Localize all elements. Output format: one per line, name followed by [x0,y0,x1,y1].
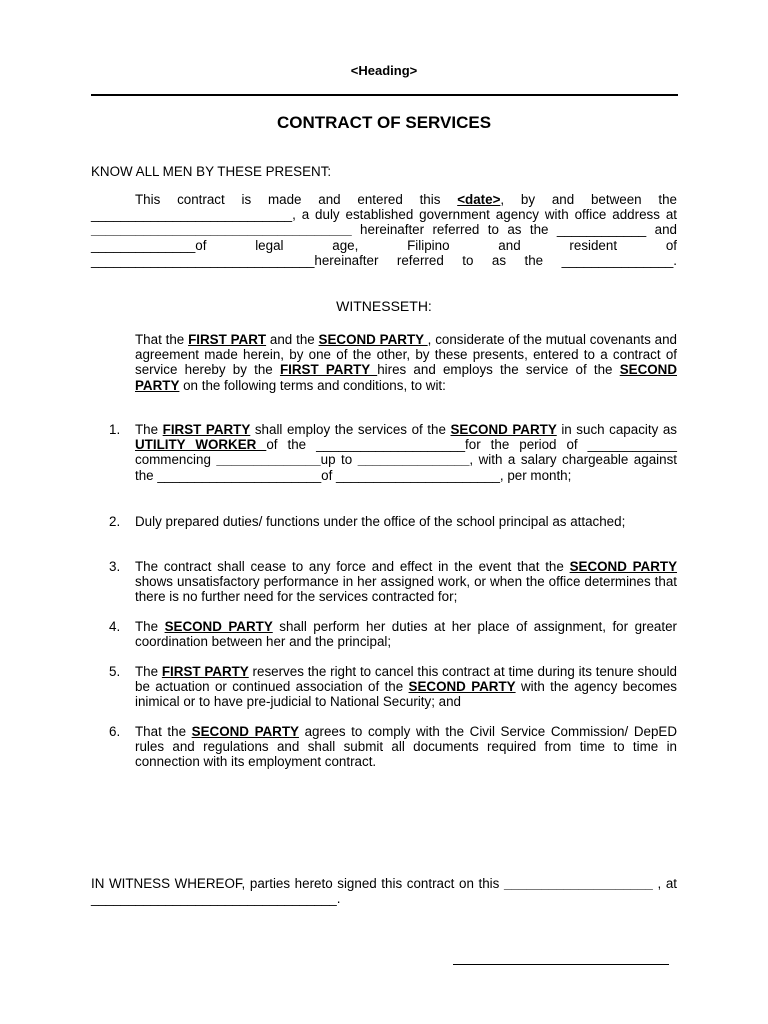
term-number: 4. [109,619,121,634]
term-number: 3. [109,559,121,574]
term-body [135,664,677,710]
term-body [135,559,677,605]
term-text: shall perform her duties at her place of assignment, for greater coordination between her and the principal; [135,619,677,650]
second-party-label: SECOND PARTY [135,362,677,393]
term-text: , with a salary chargeable against the ______________________of ______________________, per month; [135,452,677,483]
signature-line [453,964,669,965]
preamble-text-d: hires and employs the service of the [377,362,620,378]
first-part-label: FIRST PART [188,332,267,347]
second-party-label: SECOND PARTY [408,679,516,695]
intro-paragraph [91,192,677,268]
intro-text-a: This contract is made and entered this [135,192,458,207]
term-number: 2. [109,514,121,529]
preamble-text-a: That the [135,332,189,347]
term-item-4 [109,619,677,649]
document-title: CONTRACT OF SERVICES [276,113,492,132]
witness-text-a: IN WITNESS WHEREOF, parties hereto signed this contract on this [91,876,504,891]
witness-text-b: , at _________________________________. [91,876,677,907]
term-text: reserves the right to cancel this contract at time during its tenure should be actuation or continued association of the [135,664,677,695]
end-date-blank: _______________ [357,452,470,468]
date-placeholder: <date> [457,192,501,207]
second-party-label: SECOND PARTY [450,422,557,437]
term-text: The [135,664,162,679]
term-text: in such capacity as [556,422,677,437]
term-text: The contract shall cease to any force and effect in the event that the [135,559,570,574]
document-heading: <Heading> [350,63,418,78]
term-text: up to [320,452,358,468]
term-text: with the agency becomes inimical or to have pre-judicial to National Security; and [135,679,677,710]
first-party-label: FIRST PARTY [161,664,249,679]
term-body: Duly prepared duties/ functions under the office of the school principal as attached; [135,514,626,529]
term-text: The [135,422,163,437]
first-party-label: FIRST PARTY [162,422,251,437]
first-party-label: FIRST PARTY [279,362,378,378]
preamble-text-c: , considerate of the mutual covenants and agreement made herein, by one of the other, by these presents, entered to a contract of service hereby by the [135,332,677,378]
utility-worker-label: UTILITY WORKER [135,437,267,453]
term-item-6 [109,724,677,770]
term-number: 1. [109,422,121,437]
term-item-3 [109,559,677,605]
intro-text-b: , by and between the ___________________________, a duly established government agency with office address at [91,192,678,223]
address-blank: ___________________________________ [91,222,352,238]
preamble-paragraph [135,332,677,393]
know-all-men-line: KNOW ALL MEN BY THESE PRESENT: [91,164,332,179]
term-text: shall employ the services of the [250,422,451,437]
term-body [135,619,677,649]
term-number: 5. [109,664,121,679]
witness-date-blank: ____________________ [503,876,653,891]
term-item-2 [109,514,677,529]
witnesseth-heading: WITNESSETH: [336,298,432,314]
commencing-blank: ______________ [216,452,321,468]
heading-rule [91,94,678,96]
second-party-label: SECOND PARTY [164,619,273,634]
term-text: shows unsatisfactory performance in her assigned work, or when the office determines that there is no further need for the services contracted for; [135,574,677,605]
term-body [135,724,677,770]
intro-text-c: hereinafter referred to as the ____________ and ______________of legal age, Filipino and resident of ______________________________hereinafter referred to as the _______________. [91,222,677,268]
term-text: agrees to comply with the Civil Service Commission/ DepED rules and regulations and shall submit all documents required from time to time in connection with its employment contract. [135,724,677,770]
term-item-5 [109,664,677,710]
term-text: The [135,619,165,634]
preamble-text-e: on the following terms and conditions, to wit: [179,377,446,393]
term-item-1 [109,422,677,483]
witness-paragraph [91,876,677,906]
term-body [135,422,677,483]
term-text: That the [135,724,192,739]
second-party-label: SECOND PARTY [191,724,299,739]
second-party-label: SECOND PARTY [569,559,678,574]
term-number: 6. [109,724,121,739]
second-party-label: SECOND PARTY [318,332,428,347]
term-text: of the ____________________for the period of ____________ commencing [135,437,677,468]
preamble-text-b: and the [266,332,319,347]
